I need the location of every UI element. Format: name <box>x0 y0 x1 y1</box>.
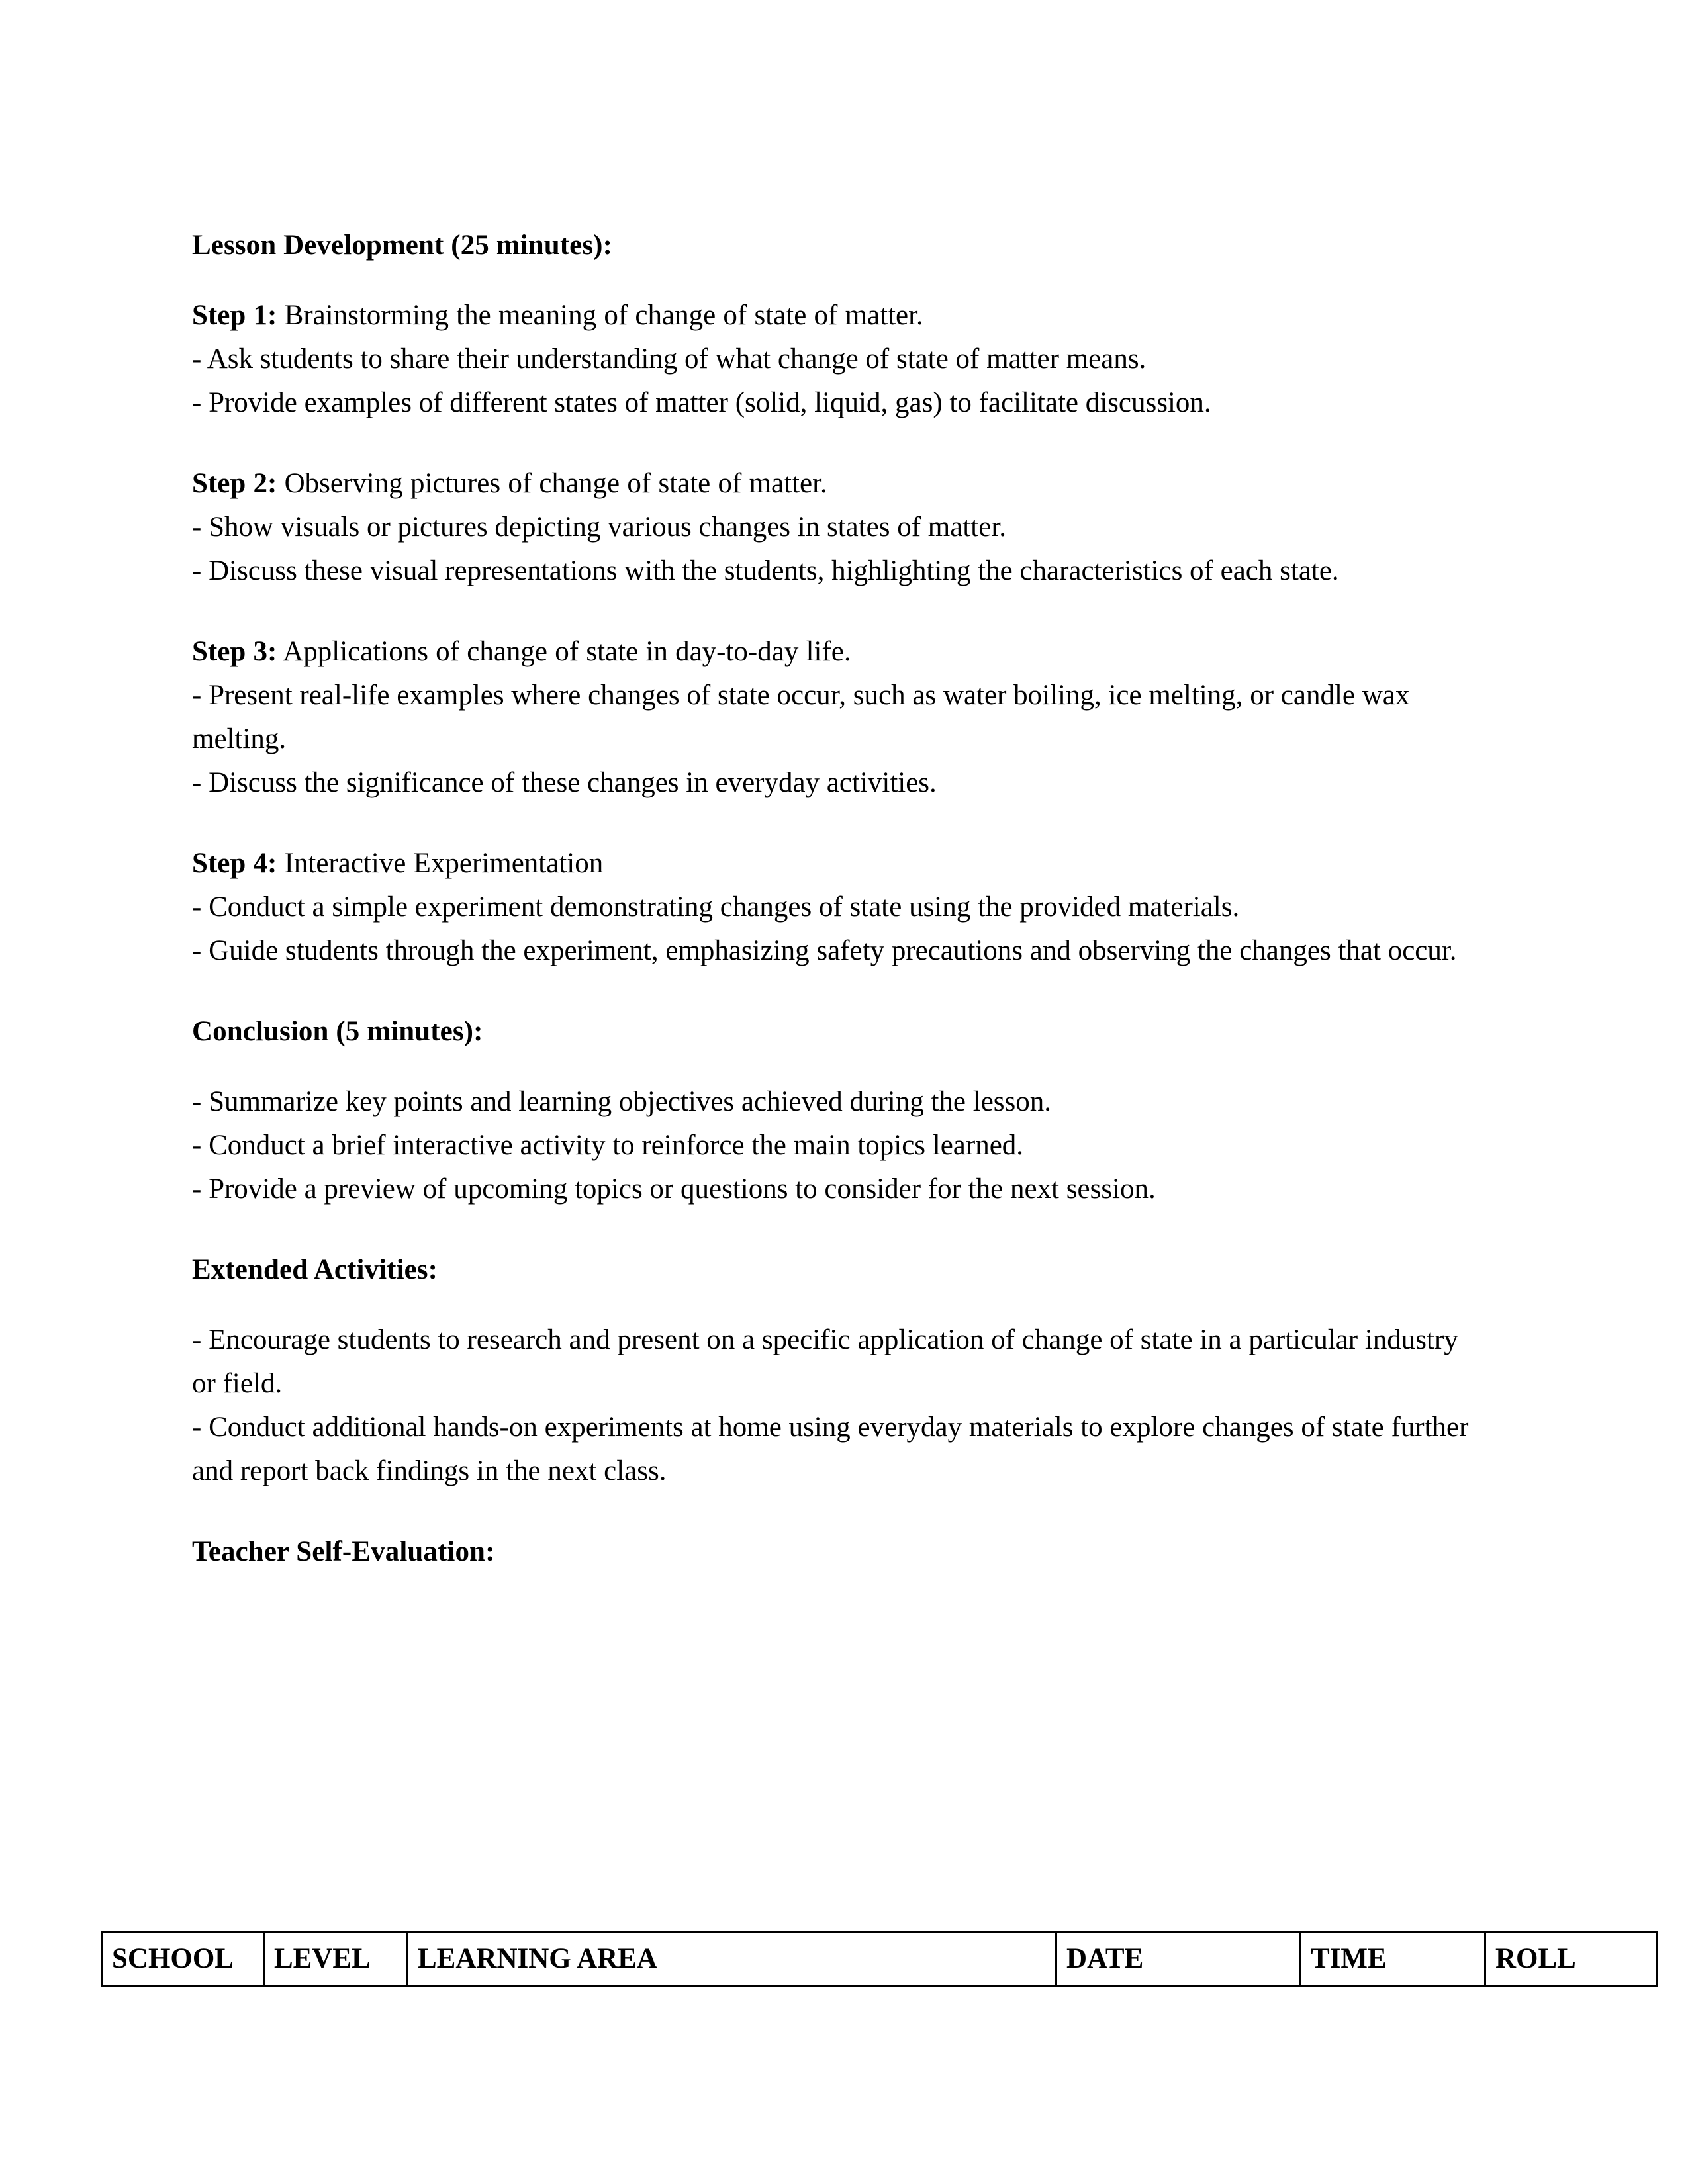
footer-table-container <box>101 1931 1588 1987</box>
list-item: - Ask students to share their understanding of what change of state of matter means. <box>192 343 1147 375</box>
step-block-3 <box>192 630 1479 805</box>
section-heading-lesson-development: Lesson Development (25 minutes): <box>192 230 613 261</box>
list-item: - Discuss the significance of these changes in everyday activities. <box>192 767 937 798</box>
step-3-title <box>192 630 1479 674</box>
step-block-2 <box>192 462 1479 593</box>
extended-activities-block <box>192 1318 1479 1493</box>
table-header-roll: ROLL <box>1485 1933 1657 1986</box>
section-heading-conclusion: Conclusion (5 minutes): <box>192 1016 483 1047</box>
list-item: - Conduct a brief interactive activity to reinforce the main topics learned. <box>192 1130 1024 1161</box>
document-body <box>192 224 1479 1600</box>
section-heading-teacher-self-evaluation: Teacher Self-Evaluation: <box>192 1536 495 1567</box>
list-item: - Summarize key points and learning objectives achieved during the lesson. <box>192 1086 1051 1117</box>
step-1-label: Step 1: <box>192 300 277 331</box>
list-item: - Provide examples of different states of matter (solid, liquid, gas) to facilitate discussion. <box>192 387 1211 418</box>
table-header-row <box>102 1933 1657 1986</box>
conclusion-block <box>192 1080 1479 1211</box>
step-3-bullets <box>192 674 1479 805</box>
table-header-level: LEVEL <box>264 1933 408 1986</box>
step-4-title <box>192 842 1479 886</box>
step-4-bullets <box>192 886 1479 973</box>
list-item: - Encourage students to research and present on a specific application of change of state in a particular industry or field. <box>192 1324 1458 1399</box>
step-3-label: Step 3: <box>192 636 277 667</box>
table-header-learning-area: LEARNING AREA <box>408 1933 1056 1986</box>
step-2-label: Step 2: <box>192 468 277 499</box>
step-4-label: Step 4: <box>192 848 277 879</box>
list-item: - Conduct a simple experiment demonstrating changes of state using the provided materials. <box>192 891 1240 923</box>
step-1-title <box>192 294 1479 338</box>
step-block-4 <box>192 842 1479 973</box>
step-1-bullets <box>192 338 1479 425</box>
step-4-title-text: Interactive Experimentation <box>277 848 604 879</box>
lesson-record-table <box>101 1931 1658 1987</box>
step-block-1 <box>192 294 1479 425</box>
extended-activities-bullets <box>192 1318 1479 1493</box>
list-item: - Show visuals or pictures depicting various changes in states of matter. <box>192 512 1007 543</box>
step-1-title-text: Brainstorming the meaning of change of state of matter. <box>277 300 923 331</box>
list-item: - Present real-life examples where changes of state occur, such as water boiling, ice melting, or candle wax melting. <box>192 680 1410 754</box>
list-item: - Discuss these visual representations with the students, highlighting the characteristics of each state. <box>192 555 1339 586</box>
table-header-school: SCHOOL <box>102 1933 264 1986</box>
table-header-time: TIME <box>1301 1933 1485 1986</box>
step-3-title-text: Applications of change of state in day-to-day life. <box>277 636 851 667</box>
conclusion-bullets <box>192 1080 1479 1211</box>
table-header-date: DATE <box>1056 1933 1301 1986</box>
step-2-title <box>192 462 1479 506</box>
list-item: - Provide a preview of upcoming topics or questions to consider for the next session. <box>192 1173 1156 1205</box>
section-heading-extended-activities: Extended Activities: <box>192 1254 438 1285</box>
step-2-bullets <box>192 506 1479 593</box>
step-2-title-text: Observing pictures of change of state of matter. <box>277 468 827 499</box>
list-item: - Guide students through the experiment, emphasizing safety precautions and observing the changes that occur. <box>192 935 1457 966</box>
list-item: - Conduct additional hands-on experiments at home using everyday materials to explore changes of state further and report back findings in the next class. <box>192 1412 1469 1486</box>
